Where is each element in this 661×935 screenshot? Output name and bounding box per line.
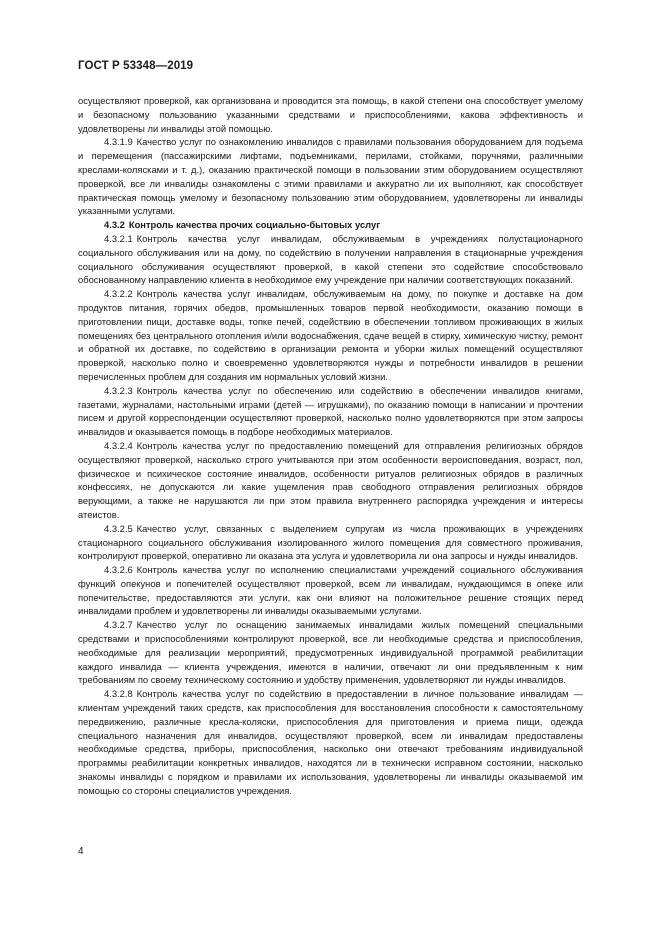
- paragraph-4-3-2-2: [78, 287, 583, 384]
- paragraph-4-3-2-4: [78, 439, 583, 522]
- clause-number: 4.3.2.1: [104, 232, 133, 244]
- clause-number: 4.3.2.3: [104, 384, 133, 396]
- paragraph-text: Контроль качества услуг инвалидам, обслуживаемым в учреждениях полустационарного социального обслуживания или на дому, по содействию в получении направления в стационарные учреждения социального обслуживания осуществляют проверкой, в какой степени это содействие способствовало обоснованному направлению клиента в необходимое ему учреждение при наличии соответствующих показаний.: [78, 232, 583, 286]
- clause-number: 4.3.2.5: [104, 522, 133, 534]
- paragraph-4-3-2-8: [78, 687, 583, 797]
- paragraph-4-3-2-1: [78, 232, 583, 287]
- paragraph-4-3-2-3: [78, 384, 583, 439]
- clause-number: 4.3.2.6: [104, 564, 133, 576]
- paragraph-text: Качество услуг, связанных с выделением супругам из числа проживающих в учреждениях стационарного социального обслуживания изолированного жилого помещения для совместного проживания, контролируют проверкой, оперативно ли оказана эта услуга и удовлетворила ли она запросы и нужды инвалидов.: [78, 522, 583, 562]
- paragraph-4-3-2-5: [78, 522, 583, 563]
- paragraph-text: осуществляют проверкой, как организована и проводится эта помощь, в какой степени она способствует умелому и безопасному пользованию указанными средствами и приспособлениями, какова эффективность и удовлетворены ли инвалиды этой помощью.: [78, 95, 583, 134]
- document-header: ГОСТ Р 53348—2019: [78, 60, 194, 72]
- clause-number: 4.3.2: [104, 219, 125, 231]
- page-number: 4: [78, 846, 84, 857]
- clause-number: 4.3.2.7: [104, 619, 133, 631]
- paragraph-text: Контроль качества услуг по обеспечению или содействию в обеспечении инвалидов книгами, газетами, журналами, настольными играми (детей — игрушками), по оказанию помощи в написании и прочтении писем и другой корреспонденции осуществляют проверкой, насколько полно удовлетворяются при этом запросы инвалидов и оказывается помощь в подборе необходимых материалов.: [78, 384, 583, 438]
- paragraph-text: Контроль качества услуг инвалидам, обслуживаемым на дому, по покупке и доставке на дом продуктов питания, горячих обедов, промышленных товаров первой необходимости, оказанию помощи в приготовлении пищи, доставке воды, топке печей, содействию в обеспечении топливом проживающих в жилых помещениях без центрального отопления и/или водоснабжения, сдаче вещей в стирку, химическую чистку, ремонт и обратной их доставке, по содействию в организации ремонта и уборки жилых помещений осуществляют проверкой, насколько полно и своевременно удовлетворяются нужды и потребности инвалидов в решении перечисленных проблем для создания им нормальных условий жизни.: [78, 288, 583, 382]
- section-heading-4-3-2: [78, 218, 583, 232]
- paragraph-text: Качество услуг по ознакомлению инвалидов с правилами пользования оборудованием для подъема и перемещения (пассажирскими лифтами, подъемниками, перилами, стойками, поручнями, различными креслами-колясками и т. д.), оказанию практической помощи в пользовании этим оборудованием осуществляют проверкой, все ли инвалиды ознакомлены с этими правилами и аккуратно ли их выполняют, как способствует практическая помощь умелому и безопасному пользованию этим оборудованием, удовлетворены ли инвалиды указанными услугами.: [78, 136, 583, 217]
- clause-number: 4.3.2.8: [104, 688, 133, 700]
- clause-number: 4.3.2.2: [104, 288, 133, 300]
- paragraph-continuation: [78, 94, 583, 135]
- paragraph-text: Контроль качества услуг по содействию в предоставлении в личное пользование инвалидам — клиентам учреждений таких средств, как приспособления для восстановления способности к самостоятельному передвижению, различные кресла-коляски, приспособления для приготовления и приема пищи, одежда специального назначения для инвалидов, осуществляют проверкой, всем ли инвалидам предоставлены необходимые средства, приборы, приспособления, насколько они отвечают требованиям индивидуальной программы реабилитации конкретных инвалидов, находятся ли в технически исправном состоянии, насколько знакомы инвалиды с порядком и правилами их использования, удовлетворены ли инвалиды оказываемой им помощью со стороны специалистов учреждения.: [78, 688, 583, 796]
- clause-number: 4.3.2.4: [104, 439, 133, 451]
- paragraph-4-3-1-9: [78, 135, 583, 218]
- section-title: Контроль качества прочих социально-бытовых услуг: [128, 219, 381, 231]
- paragraph-text: Контроль качества услуг по предоставлению помещений для отправления религиозных обрядов осуществляют проверкой, насколько строго учитываются при этом особенности вероисповедания, возраст, пол, физическое и психическое состояние инвалидов, особенности ритуалов религиозных обрядов в различных конфессиях, не допускаются ли какие ущемления прав свободного отправления религиозных обрядов верующими, а также не нарушаются ли при этом правила внутреннего распорядка учреждения и интересы атеистов.: [78, 439, 583, 520]
- paragraph-4-3-2-6: [78, 563, 583, 618]
- paragraph-text: Контроль качества услуг по исполнению специалистами учреждений социального обслуживания функций опекунов и попечителей осуществляют проверкой, всем ли инвалидам, нуждающимся в опеке или попечительстве, предоставляются эти услуги, как они влияют на положительное решение стоящих перед инвалидами проблем и удовлетворены ли инвалиды оказываемыми услугами.: [78, 564, 583, 617]
- paragraph-text: Качество услуг по оснащению занимаемых инвалидами жилых помещений специальными средствами и приспособлениями контролируют проверкой, все ли необходимые средства и приспособления, необходимые для реализации мероприятий, предусмотренных индивидуальной программой реабилитации каждого инвалида — клиента учреждения, имеются в наличии, отвечают ли они предъявленным к ним требованиям по своему техническому состоянию и удобству применения, удовлетворяют ли нужды инвалидов.: [78, 619, 583, 686]
- document-body: [78, 94, 583, 798]
- paragraph-4-3-2-7: [78, 618, 583, 687]
- clause-number: 4.3.1.9: [104, 136, 133, 148]
